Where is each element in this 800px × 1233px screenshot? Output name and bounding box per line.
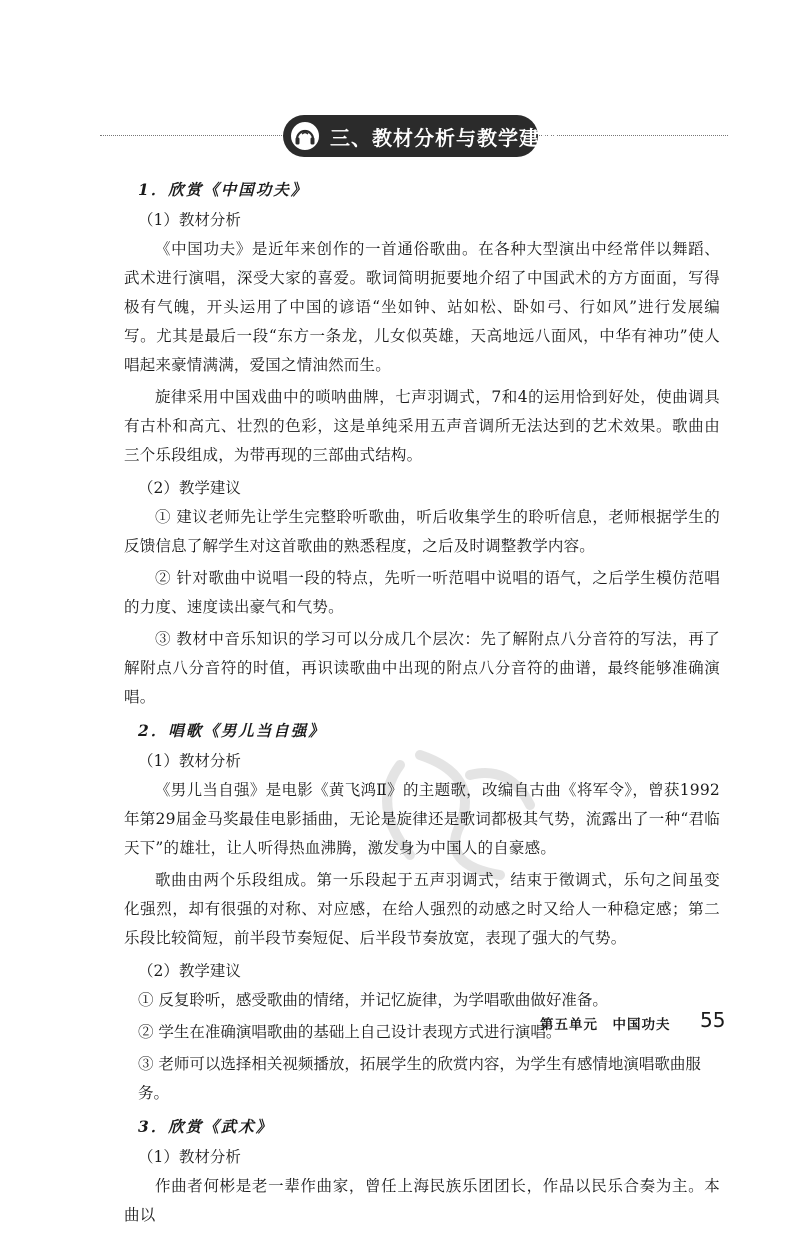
paragraph: 《男儿当自强》是电影《黄飞鸿Ⅱ》的主题歌，改编自古曲《将军令》，曾获1992年第29届金马奖最佳电影插曲，无论是旋律还是歌词都极其气势，流露出了一种“君临天下”的雄壮，让人听得热血沸腾，激发身为中国人的自豪感。: [124, 781, 720, 857]
section-heading: 3．欣赏《武术》: [138, 1117, 274, 1136]
headset-icon: [289, 120, 321, 152]
list-item: ① 建议老师先让学生完整聆听歌曲，听后收集学生的聆听信息，老师根据学生的反馈信息了解学生对这首歌曲的熟悉程度，之后及时调整教学内容。: [124, 508, 720, 555]
section-heading: 2．唱歌《男儿当自强》: [138, 721, 326, 740]
subheading: （1）教材分析: [138, 1148, 241, 1166]
paragraph: 作曲者何彬是老一辈作曲家，曾任上海民族乐团团长，作品以民乐合奏为主。本曲以: [124, 1177, 720, 1224]
unit-label: 第五单元 中国功夫: [540, 1017, 671, 1033]
subheading: （2）教学建议: [138, 962, 241, 980]
list-item: ① 反复聆听，感受歌曲的情绪，并记忆旋律，为学唱歌曲做好准备。: [138, 991, 608, 1009]
banner-rule-left: [100, 135, 290, 136]
list-item: ② 针对歌曲中说唱一段的特点，先听一听范唱中说唱的语气，之后学生模仿范唱的力度、速度读出豪气和气势。: [124, 569, 720, 616]
subheading: （1）教材分析: [138, 752, 241, 770]
paragraph: 旋律采用中国戏曲中的唢呐曲牌，七声羽调式，7和4的运用恰到好处，使曲调具有古朴和高亢、壮烈的色彩，这是单纯采用五声音调所无法达到的艺术效果。歌曲由三个乐段组成，为带再现的三部曲式结构。: [124, 388, 720, 464]
list-item: ② 学生在准确演唱歌曲的基础上自己设计表现方式进行演唱。: [138, 1023, 562, 1041]
watermark-logo: [360, 735, 560, 885]
subheading: （1）教材分析: [138, 211, 241, 229]
list-item: ③ 老师可以选择相关视频播放，拓展学生的欣赏内容，为学生有感情地演唱歌曲服务。: [138, 1055, 701, 1102]
section-heading: 1．欣赏《中国功夫》: [138, 180, 309, 199]
list-item: ③ 教材中音乐知识的学习可以分成几个层次：先了解附点八分音符的写法，再了解附点八分音符的时值，再识读歌曲中出现的附点八分音符的曲谱，最终能够准确演唱。: [124, 630, 720, 706]
page-number: 55: [700, 1008, 726, 1032]
paragraph: 歌曲由两个乐段组成。第一乐段起于五声羽调式，结束于徵调式，乐句之间虽变化强烈，却有很强的对称、对应感，在给人强烈的动感之时又给人一种稳定感；第二乐段比较简短，前半段节奏短促、后半段节奏放宽，表现了强大的气势。: [124, 871, 720, 947]
section-title: 三、教材分析与教学建议: [330, 126, 561, 150]
subheading: （2）教学建议: [138, 479, 241, 497]
section-banner: [0, 112, 800, 162]
main-content: [124, 174, 720, 1233]
paragraph: 《中国功夫》是近年来创作的一首通俗歌曲。在各种大型演出中经常伴以舞蹈、武术进行演唱，深受大家的喜爱。歌词简明扼要地介绍了中国武术的方方面面，写得极有气魄，开头运用了中国的谚语“坐如钟、站如松、卧如弓、行如风”进行发展编写。尤其是最后一段“东方一条龙，儿女似英雄，天高地远八面风，中华有神功”使人唱起来豪情满满，爱国之情油然而生。: [124, 240, 720, 374]
